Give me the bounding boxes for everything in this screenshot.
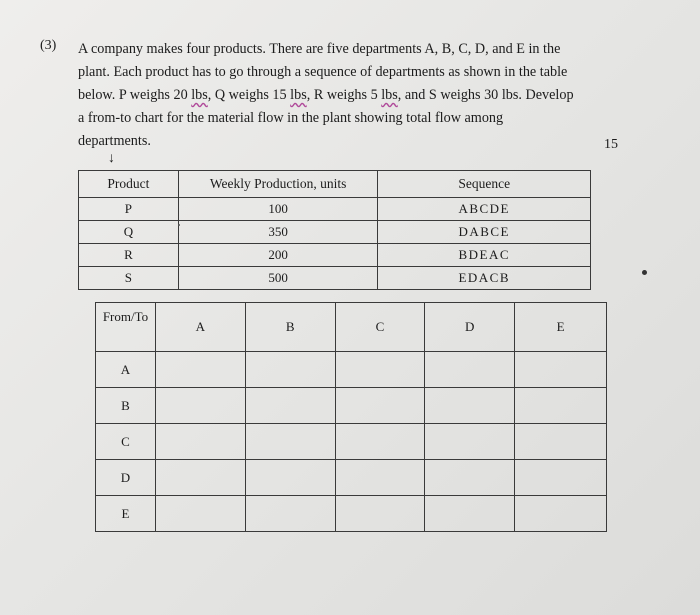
header-sequence: Sequence bbox=[378, 171, 591, 198]
question-number: (3) bbox=[40, 38, 57, 53]
flow-cell[interactable] bbox=[155, 388, 245, 424]
flow-cell[interactable] bbox=[335, 460, 425, 496]
product-cell: R bbox=[79, 244, 179, 267]
chart-row bbox=[96, 388, 607, 424]
flow-cell[interactable] bbox=[155, 496, 245, 532]
flow-cell[interactable] bbox=[335, 496, 425, 532]
question-line: A company makes four products. There are five departments A, B, C, D, and E in the bbox=[78, 41, 561, 57]
chart-row bbox=[96, 424, 607, 460]
flow-cell[interactable] bbox=[245, 496, 335, 532]
flow-cell[interactable] bbox=[335, 388, 425, 424]
flow-cell[interactable] bbox=[425, 352, 515, 388]
flow-cell[interactable] bbox=[335, 424, 425, 460]
to-column-header: E bbox=[515, 303, 607, 352]
units-cell: 500 bbox=[178, 267, 378, 290]
header-weekly-production: Weekly Production, units bbox=[178, 171, 378, 198]
to-column-header: B bbox=[245, 303, 335, 352]
table-row bbox=[79, 267, 591, 290]
table-row bbox=[79, 221, 591, 244]
product-cell: P bbox=[79, 198, 179, 221]
pen-mark bbox=[642, 270, 647, 275]
chart-row bbox=[96, 352, 607, 388]
question-text bbox=[78, 38, 638, 153]
flow-cell[interactable] bbox=[515, 352, 607, 388]
flow-cell[interactable] bbox=[515, 424, 607, 460]
flow-cell[interactable] bbox=[245, 388, 335, 424]
flow-cell[interactable] bbox=[515, 388, 607, 424]
flow-cell[interactable] bbox=[425, 496, 515, 532]
units-cell: 350 bbox=[178, 221, 378, 244]
from-to-chart bbox=[95, 302, 607, 532]
sequence-cell: BDEAC bbox=[378, 244, 591, 267]
question-line: departments. bbox=[78, 133, 151, 149]
flow-cell[interactable] bbox=[155, 352, 245, 388]
table-row bbox=[79, 244, 591, 267]
product-cell: Q bbox=[79, 221, 179, 244]
flow-cell[interactable] bbox=[425, 424, 515, 460]
pen-mark bbox=[178, 224, 180, 226]
from-to-corner: From/To bbox=[96, 303, 156, 352]
flow-cell[interactable] bbox=[155, 424, 245, 460]
down-arrow-icon: ↓ bbox=[108, 151, 115, 166]
chart-row bbox=[96, 460, 607, 496]
from-row-header: E bbox=[96, 496, 156, 532]
header-product: Product bbox=[79, 171, 179, 198]
flow-cell[interactable] bbox=[155, 460, 245, 496]
flow-cell[interactable] bbox=[425, 388, 515, 424]
points-value: 15 bbox=[604, 137, 618, 152]
to-column-header: D bbox=[425, 303, 515, 352]
units-cell: 200 bbox=[178, 244, 378, 267]
flow-cell[interactable] bbox=[335, 352, 425, 388]
product-cell: S bbox=[79, 267, 179, 290]
sequence-cell: ABCDE bbox=[378, 198, 591, 221]
to-column-header: A bbox=[155, 303, 245, 352]
flow-cell[interactable] bbox=[245, 424, 335, 460]
flow-cell[interactable] bbox=[515, 460, 607, 496]
product-table bbox=[78, 170, 591, 290]
flow-cell[interactable] bbox=[515, 496, 607, 532]
table-row bbox=[79, 198, 591, 221]
from-row-header: A bbox=[96, 352, 156, 388]
sequence-cell: DABCE bbox=[378, 221, 591, 244]
sequence-cell: EDACB bbox=[378, 267, 591, 290]
flow-cell[interactable] bbox=[425, 460, 515, 496]
from-row-header: B bbox=[96, 388, 156, 424]
units-cell: 100 bbox=[178, 198, 378, 221]
from-row-header: C bbox=[96, 424, 156, 460]
flow-cell[interactable] bbox=[245, 352, 335, 388]
chart-header-row bbox=[96, 303, 607, 352]
question-line: plant. Each product has to go through a sequence of departments as shown in the table bbox=[78, 64, 568, 80]
table-header-row bbox=[79, 171, 591, 198]
flow-cell[interactable] bbox=[245, 460, 335, 496]
question-line: below. P weighs 20 lbs, Q weighs 15 lbs, R weighs 5 lbs, and S weighs 30 lbs. Develop bbox=[78, 87, 574, 103]
question-line: a from-to chart for the material flow in the plant showing total flow among bbox=[78, 110, 504, 126]
chart-row bbox=[96, 496, 607, 532]
to-column-header: C bbox=[335, 303, 425, 352]
from-row-header: D bbox=[96, 460, 156, 496]
